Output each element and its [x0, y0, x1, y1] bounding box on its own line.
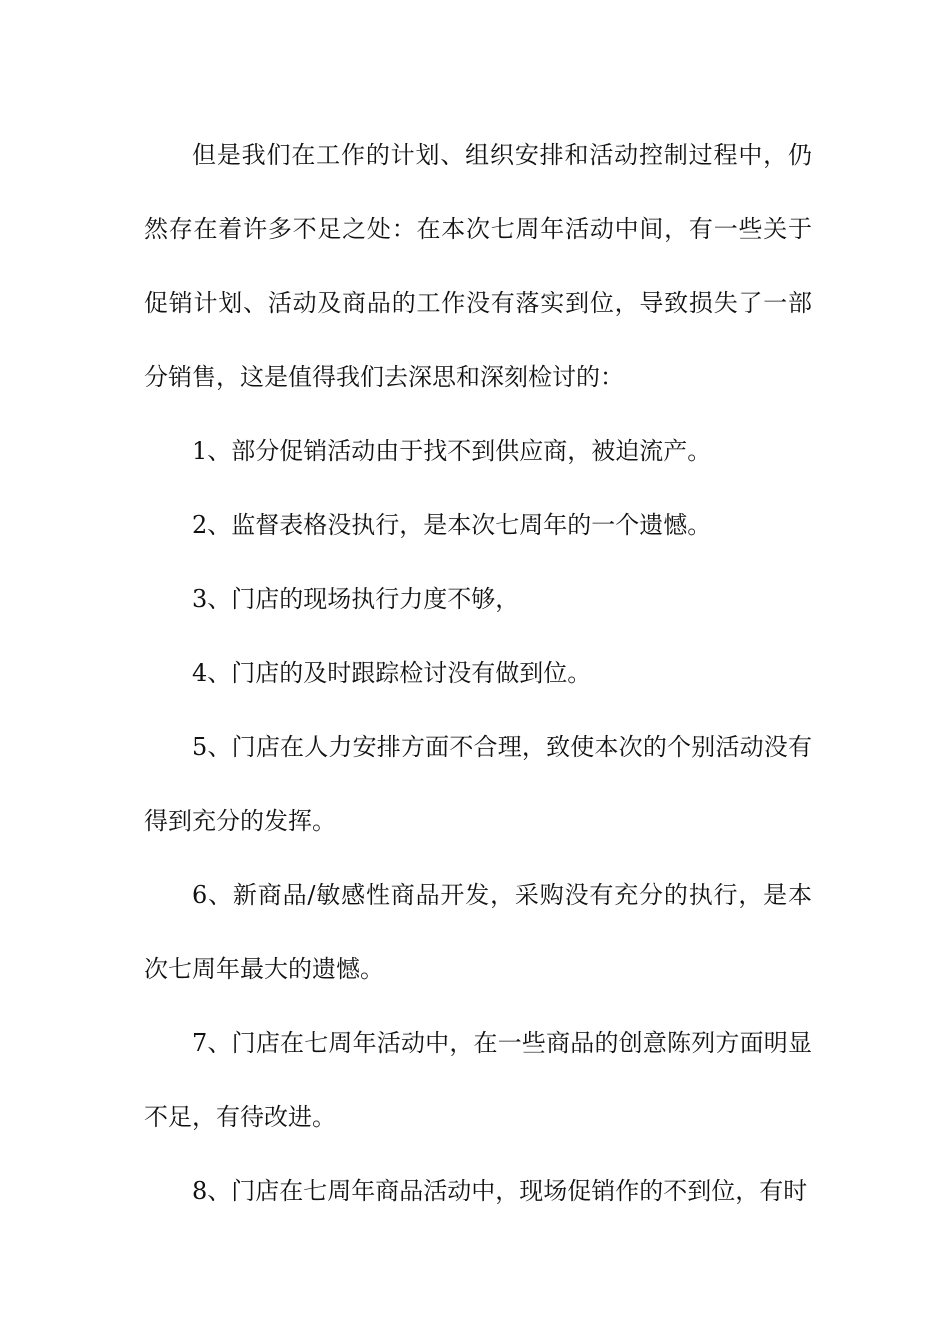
list-item-3: 3、门店的现场执行力度不够， [192, 585, 520, 613]
list-item-2: 2、监督表格没执行，是本次七周年的一个遗憾。 [192, 511, 712, 539]
list-item-5: 5、门店在人力安排方面不合理，致使本次的个别活动没有得到充分的发挥。 [144, 733, 812, 835]
document-body [144, 118, 812, 1228]
paragraph-intro: 但是我们在工作的计划、组织安排和活动控制过程中，仍然存在着许多不足之处：在本次七周年活动中间，有一些关于促销计划、活动及商品的工作没有落实到位，导致损失了一部分销售，这是值得我们去深思和深刻检讨的： [144, 141, 812, 391]
list-item-4: 4、门店的及时跟踪检讨没有做到位。 [192, 659, 592, 687]
list-item-1: 1、部分促销活动由于找不到供应商，被迫流产。 [192, 437, 712, 465]
list-item-6: 6、新商品/敏感性商品开发，采购没有充分的执行，是本次七周年最大的遗憾。 [144, 881, 812, 983]
list-item-8: 8、门店在七周年商品活动中，现场促销作的不到位，有时 [192, 1177, 808, 1205]
list-item-7: 7、门店在七周年活动中，在一些商品的创意陈列方面明显不足，有待改进。 [144, 1029, 812, 1131]
